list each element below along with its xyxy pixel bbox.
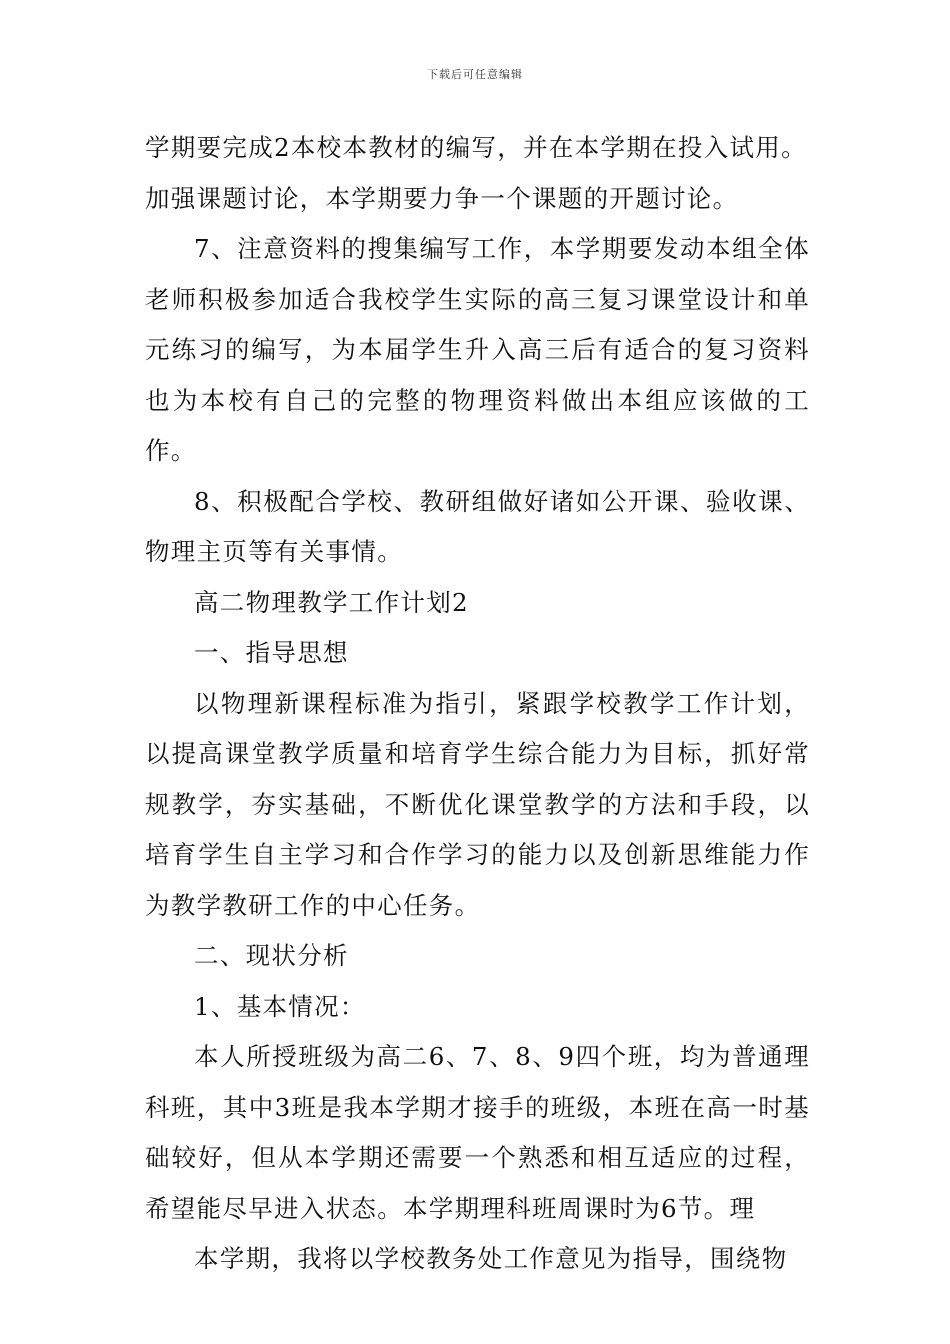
- subheading-basic-situation: 1、基本情况：: [194, 991, 366, 1021]
- heading-guiding-ideology: 一、指导思想: [194, 638, 349, 667]
- paragraph-research-topic: 加强课题讨论，本学期要力争一个课题的开题讨论。: [145, 183, 739, 213]
- paragraph-class-info: 本人所授班级为高二6、7、8、9四个班，均为普通理科班，其中3班是我本学期才接手的班级，本班在高一时基础较好，但从本学期还需要一个熟悉和相互适应的过程，希望能尽早进入状态。本学期理科班周课时为6节。理: [145, 1042, 810, 1223]
- heading-situation-analysis: 二、现状分析: [194, 941, 349, 970]
- document-body: [145, 123, 810, 1285]
- paragraph-continuation-textbook: 学期要完成2本校本教材的编写，并在本学期在投入试用。: [145, 133, 807, 162]
- paragraph-guiding-ideology: 以物理新课程标准为指引，紧跟学校教学工作计划，以提高课堂教学质量和培育学生综合能力为目标，抓好常规教学，夯实基础，不断优化课堂教学的方法和手段，以培育学生自主学习和合作学习的能力以及创新思维能力作为教学教研工作的中心任务。: [145, 688, 810, 920]
- section-title-plan-2: 高二物理教学工作计划2: [194, 587, 469, 617]
- paragraph-semester-plan: 本学期，我将以学校教务处工作意见为指导，围绕物: [194, 1244, 788, 1273]
- paragraph-item-8-cooperation: 8、积极配合学校、教研组做好诸如公开课、验收课、物理主页等有关事情。: [145, 486, 810, 566]
- paragraph-item-7-materials: 7、注意资料的搜集编写工作，本学期要发动本组全体老师积极参加适合我校学生实际的高三复习课堂设计和单元练习的编写，为本届学生升入高三后有适合的复习资料也为本校有自己的完整的物理资料做出本组应该做的工作。: [145, 234, 810, 465]
- page-header-note: 下载后可任意编辑: [427, 68, 523, 81]
